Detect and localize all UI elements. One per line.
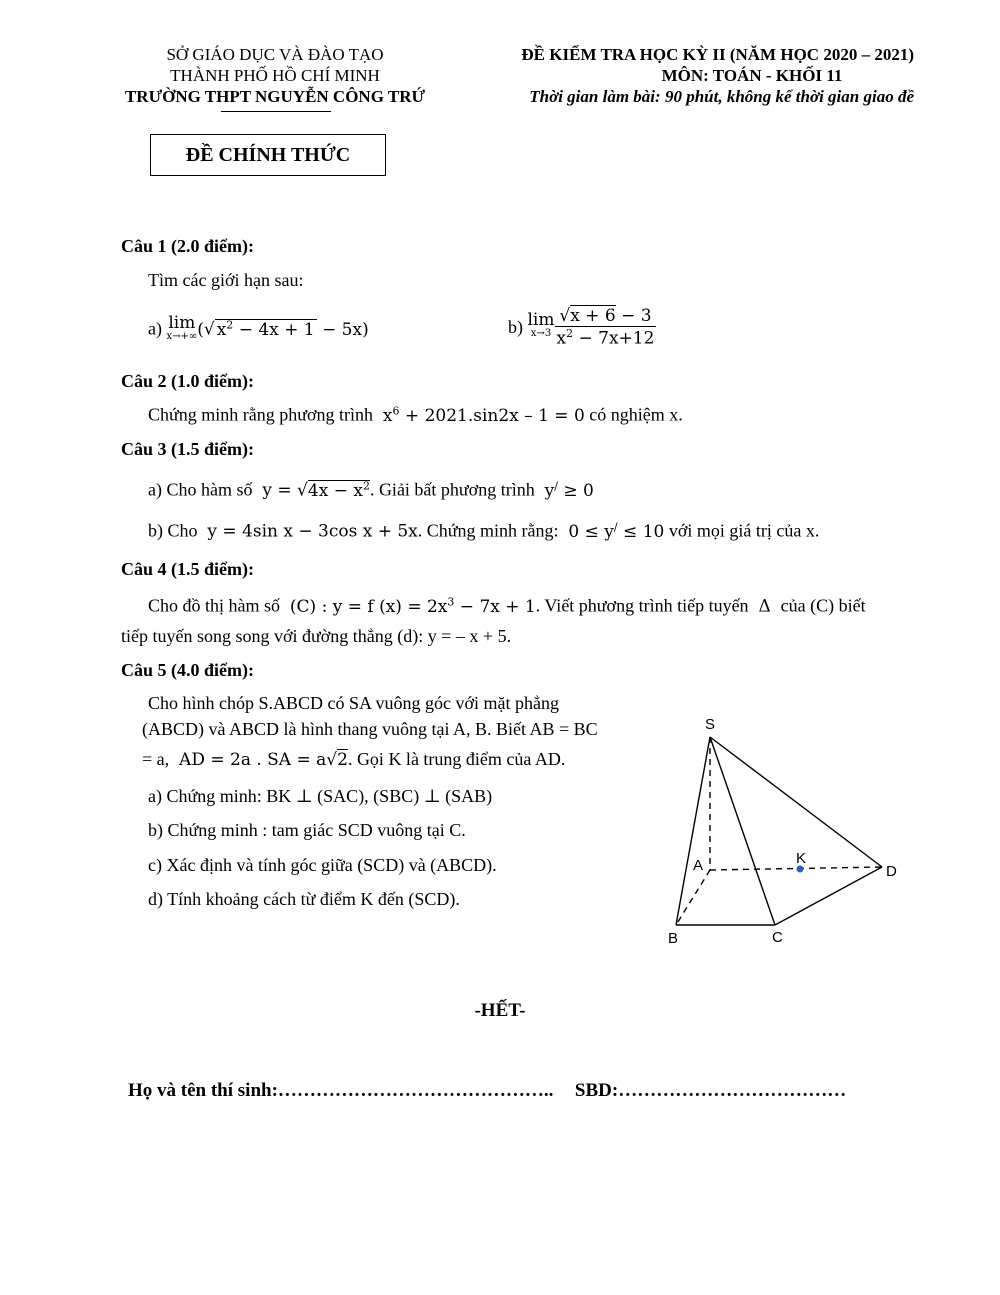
q3-b-after: với mọi giá trị của x. <box>668 520 820 541</box>
pyramid-figure <box>650 705 910 955</box>
edge-sc <box>710 737 775 925</box>
q5-part-b: b) Chứng minh : tam giác SCD vuông tại C. <box>148 820 466 840</box>
q2-title: Câu 2 (1.0 điểm): <box>121 371 254 391</box>
q3-a-before: a) Cho hàm số <box>148 479 253 500</box>
q5-line1: Cho hình chóp S.ABCD có SA vuông góc với mặt phẳng <box>148 693 560 713</box>
q3-b-function: y = 4sin x − 3cos x + 5x <box>202 521 418 542</box>
school-name: TRƯỜNG THPT NGUYỄN CÔNG TRỨ <box>124 87 426 106</box>
q4-title: Câu 4 (1.5 điểm): <box>121 559 254 579</box>
edge-sb <box>676 737 710 925</box>
q1-part-b <box>508 306 656 349</box>
q4-delta: Δ <box>753 596 777 617</box>
q3-title: Câu 3 (1.5 điểm): <box>121 439 254 459</box>
q2-text-before: Chứng minh rằng phương trình <box>148 404 374 425</box>
q2-statement <box>148 404 683 426</box>
label-k: K <box>796 850 807 867</box>
q1-part-a <box>148 313 369 344</box>
q5-part-c: c) Xác định và tính góc giữa (SCD) và (ABCD). <box>148 855 497 875</box>
q3-part-a <box>148 479 594 501</box>
q3-b-mid: . Chứng minh rằng: <box>417 520 559 541</box>
q5-ad-sa: AD = 2a . SA = a√2 <box>173 750 348 770</box>
q5-title: Câu 5 (4.0 điểm): <box>121 660 254 680</box>
end-marker: -HẾT- <box>474 1000 526 1021</box>
q3-b-inequality: 0 ≤ y/ ≤ 10 <box>563 520 665 542</box>
label-c: C <box>772 929 783 946</box>
candidate-name-field: Họ và tên thí sinh:…………………………………….. <box>128 1080 554 1101</box>
q2-text-after: có nghiệm x. <box>589 404 683 425</box>
q3-a-function: $y = √4x - x^2$ <box>256 479 370 501</box>
footer <box>128 1080 846 1102</box>
q4-line2: tiếp tuyến song song với đường thẳng (d): y = – x + 5. <box>121 626 512 646</box>
q5-line3 <box>142 749 565 770</box>
header-divider <box>221 111 331 112</box>
header-right <box>470 44 914 107</box>
q4-line1 <box>148 595 866 617</box>
official-label: ĐỀ CHÍNH THỨC <box>150 134 386 176</box>
edge-ad <box>710 867 882 870</box>
q1-b-expression: lim x→3 $\frac{√x + 6 - 3}{x^2 - 7x+12}$ <box>527 306 655 349</box>
subject-line: MÔN: TOÁN - KHỐI 11 <box>661 66 843 85</box>
city-name: THÀNH PHỐ HỒ CHÍ MINH <box>170 66 380 85</box>
q4-line1-after: . Viết phương trình tiếp tuyến <box>535 595 749 616</box>
q2-equation: $x^6 + 2021.\sin 2x - 1 = 0$ <box>377 404 585 426</box>
q4-function: (C) : y = f $(x) = 2x^3 - 7x + 1$ <box>284 595 536 617</box>
time-line: Thời gian làm bài: 90 phút, không kể thời gian giao đề <box>529 87 914 106</box>
label-s: S <box>705 716 716 733</box>
exam-title: ĐỀ KIỂM TRA HỌC KỲ II (NĂM HỌC 2020 – 2021) <box>521 45 914 64</box>
q1-a-label: a) <box>148 318 162 339</box>
q3-a-inequality: y/ ≥ 0 <box>539 479 594 501</box>
q1-title: Câu 1 (2.0 điểm): <box>121 236 254 256</box>
q5-line2: (ABCD) và ABCD là hình thang vuông tại A, B. Biết AB = BC <box>142 719 598 739</box>
header-left <box>110 44 440 107</box>
candidate-id-field: SBD:……………………………… <box>574 1080 847 1101</box>
department-name: SỞ GIÁO DỤC VÀ ĐÀO TẠO <box>166 45 384 64</box>
q3-a-after: . Giải bất phương trình <box>369 479 535 500</box>
label-b: B <box>668 930 679 947</box>
q5-line3-a: = a, <box>142 749 170 769</box>
q4-line1-end: của (C) biết <box>780 595 866 616</box>
q1-intro: Tìm các giới hạn sau: <box>148 270 304 290</box>
q5-line3-b: . Gọi K là trung điểm của AD. <box>347 749 566 769</box>
edge-cd <box>775 867 882 925</box>
edge-sd <box>710 737 882 867</box>
q3-b-before: b) Cho <box>148 520 198 541</box>
q1-a-expression: lim x→+∞ (√ $x^2 - 4x + 1 - 5x$) <box>166 313 369 342</box>
label-a: A <box>693 857 704 874</box>
q5-part-d: d) Tính khoảng cách từ điểm K đến (SCD). <box>148 889 460 909</box>
q5-part-a: a) Chứng minh: BK ⊥ (SAC), (SBC) ⊥ (SAB) <box>148 786 493 806</box>
q4-line1-before: Cho đồ thị hàm số <box>148 595 281 616</box>
q3-part-b <box>148 520 819 542</box>
label-d: D <box>886 863 897 880</box>
q1-b-label: b) <box>508 317 523 338</box>
